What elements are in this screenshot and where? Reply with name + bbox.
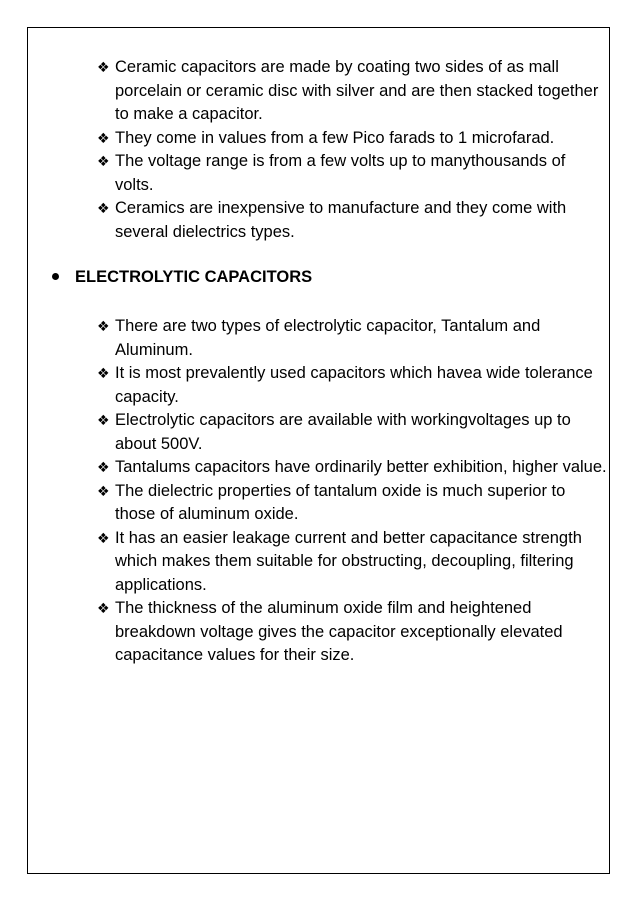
diamond-bullet-icon: ❖ bbox=[97, 153, 110, 169]
list-item-text: It has an easier leakage current and better capacitance strength which makes them suitable for obstructing, decoupling, filtering applications. bbox=[115, 528, 582, 594]
section-heading bbox=[52, 266, 312, 290]
diamond-bullet-icon: ❖ bbox=[97, 318, 110, 334]
diamond-bullet-icon: ❖ bbox=[97, 412, 110, 428]
list-item bbox=[97, 456, 607, 480]
diamond-bullet-icon: ❖ bbox=[97, 529, 110, 546]
ceramic-bullet-list bbox=[97, 56, 607, 244]
list-item bbox=[97, 597, 607, 668]
list-item-text: The dielectric properties of tantalum oxide is much superior to those of aluminum oxide. bbox=[115, 481, 566, 523]
round-bullet-icon bbox=[52, 273, 59, 280]
list-item bbox=[97, 315, 607, 362]
list-item-text: Ceramics are inexpensive to manufacture and they come with several dielectrics types. bbox=[115, 199, 567, 241]
list-item bbox=[97, 362, 607, 409]
diamond-bullet-icon: ❖ bbox=[97, 365, 110, 381]
list-item-text: There are two types of electrolytic capacitor, Tantalum and Aluminum. bbox=[115, 317, 541, 359]
section-heading-text: ELECTROLYTIC CAPACITORS bbox=[75, 268, 313, 286]
list-item-text: The thickness of the aluminum oxide film and heightened breakdown voltage gives the capacitor exceptionally elevated capacitance values for their size. bbox=[115, 599, 563, 664]
diamond-bullet-icon: ❖ bbox=[97, 129, 110, 146]
list-item bbox=[97, 409, 607, 456]
list-item bbox=[97, 56, 607, 127]
diamond-bullet-icon: ❖ bbox=[97, 459, 110, 475]
list-item bbox=[97, 480, 607, 527]
list-item-text: They come in values from a few Pico farads to 1 microfarad. bbox=[115, 128, 555, 147]
list-item-text: The voltage range is from a few volts up to manythousands of volts. bbox=[115, 152, 566, 194]
list-item-text: Ceramic capacitors are made by coating two sides of as mall porcelain or ceramic disc with silver and are then stacked together to make a capacitor. bbox=[115, 58, 599, 123]
diamond-bullet-icon: ❖ bbox=[97, 200, 110, 216]
diamond-bullet-icon: ❖ bbox=[97, 482, 110, 499]
electrolytic-bullet-list bbox=[97, 315, 607, 668]
list-item bbox=[97, 127, 607, 151]
list-item bbox=[97, 197, 607, 244]
list-item-text: Tantalums capacitors have ordinarily better exhibition, higher value. bbox=[115, 458, 607, 476]
list-item bbox=[97, 150, 607, 197]
list-item-text: It is most prevalently used capacitors which havea wide tolerance capacity. bbox=[115, 364, 593, 406]
list-item-text: Electrolytic capacitors are available with workingvoltages up to about 500V. bbox=[115, 411, 571, 453]
diamond-bullet-icon: ❖ bbox=[97, 600, 110, 616]
diamond-bullet-icon: ❖ bbox=[97, 59, 110, 75]
list-item bbox=[97, 527, 607, 598]
